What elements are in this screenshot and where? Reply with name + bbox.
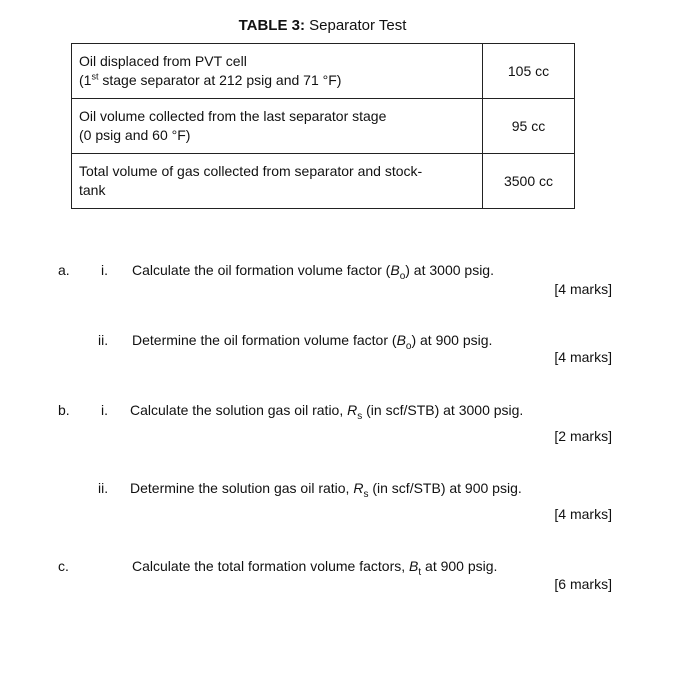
question-a-ii-label: ii.	[98, 332, 109, 348]
table-cell-description	[72, 99, 483, 154]
table-cell-value: 3500 cc	[483, 154, 575, 209]
question-b-i-text	[130, 402, 524, 422]
row-2-line-2: (0 psig and 60 °F)	[79, 127, 191, 143]
row-3-line-1: Total volume of gas collected from separator and stock-	[79, 163, 423, 179]
table-title-label: TABLE 3:	[238, 17, 305, 34]
question-b-ii-marks: [4 marks]	[554, 506, 612, 522]
question-a-ii-subscript: o	[405, 340, 412, 352]
question-a-ii-post: ) at 900 psig.	[411, 332, 493, 348]
row-1-line-2-post: stage separator at 212 psig and 71 °F)	[98, 72, 342, 88]
row-1-line-2-pre: (1	[79, 72, 92, 88]
question-b-ii-pre: Determine the solution gas oil ratio,	[130, 480, 354, 496]
table-row	[72, 44, 575, 99]
question-c-text	[132, 558, 498, 578]
table-title-text: Separator Test	[304, 17, 407, 34]
question-b-i-symbol: R	[347, 402, 358, 418]
row-1-line-1: Oil displaced from PVT cell	[79, 53, 247, 69]
question-c-post: at 900 psig.	[421, 558, 498, 574]
question-a-label: a.	[58, 262, 70, 278]
question-b-i-marks: [2 marks]	[554, 428, 612, 444]
question-b-i-post: (in scf/STB) at 3000 psig.	[362, 402, 524, 418]
question-b-ii-subscript: s	[363, 488, 369, 500]
question-a-i-label: i.	[101, 262, 108, 278]
question-a-i-text	[132, 262, 494, 282]
question-c-symbol: B	[409, 558, 419, 574]
question-a-i-pre: Calculate the oil formation volume factor (	[132, 262, 391, 278]
question-c-subscript: t	[418, 566, 422, 578]
question-a-ii-text	[132, 332, 493, 352]
question-b-i-label: i.	[101, 402, 108, 418]
table-cell-description	[72, 154, 483, 209]
table-cell-description	[72, 44, 483, 99]
table-row	[72, 99, 575, 154]
question-b-ii-symbol: R	[353, 480, 364, 496]
question-b-ii-post: (in scf/STB) at 900 psig.	[368, 480, 522, 496]
question-a-ii-symbol: B	[396, 332, 406, 348]
row-3-line-2: tank	[79, 182, 106, 198]
table-row	[72, 154, 575, 209]
question-a-ii-marks: [4 marks]	[554, 349, 612, 365]
row-1-line-2-sup: st	[91, 71, 99, 82]
question-c-pre: Calculate the total formation volume factors,	[132, 558, 410, 574]
question-a-ii-pre: Determine the oil formation volume factor (	[132, 332, 397, 348]
question-a-i-marks: [4 marks]	[554, 281, 612, 297]
question-b-ii-text	[130, 480, 522, 500]
row-2-line-1: Oil volume collected from the last separator stage	[79, 108, 387, 124]
question-c-label: c.	[58, 558, 69, 574]
question-b-ii-label: ii.	[98, 480, 109, 496]
question-a-i-subscript: o	[399, 270, 406, 282]
table-title	[0, 17, 645, 34]
question-b-label: b.	[58, 402, 70, 418]
table-cell-value: 105 cc	[483, 44, 575, 99]
question-c-marks: [6 marks]	[554, 576, 612, 592]
separator-test-table	[71, 43, 575, 209]
question-b-i-subscript: s	[357, 410, 363, 422]
table-cell-value: 95 cc	[483, 99, 575, 154]
question-b-i-pre: Calculate the solution gas oil ratio,	[130, 402, 348, 418]
question-a-i-symbol: B	[390, 262, 400, 278]
question-a-i-post: ) at 3000 psig.	[405, 262, 494, 278]
